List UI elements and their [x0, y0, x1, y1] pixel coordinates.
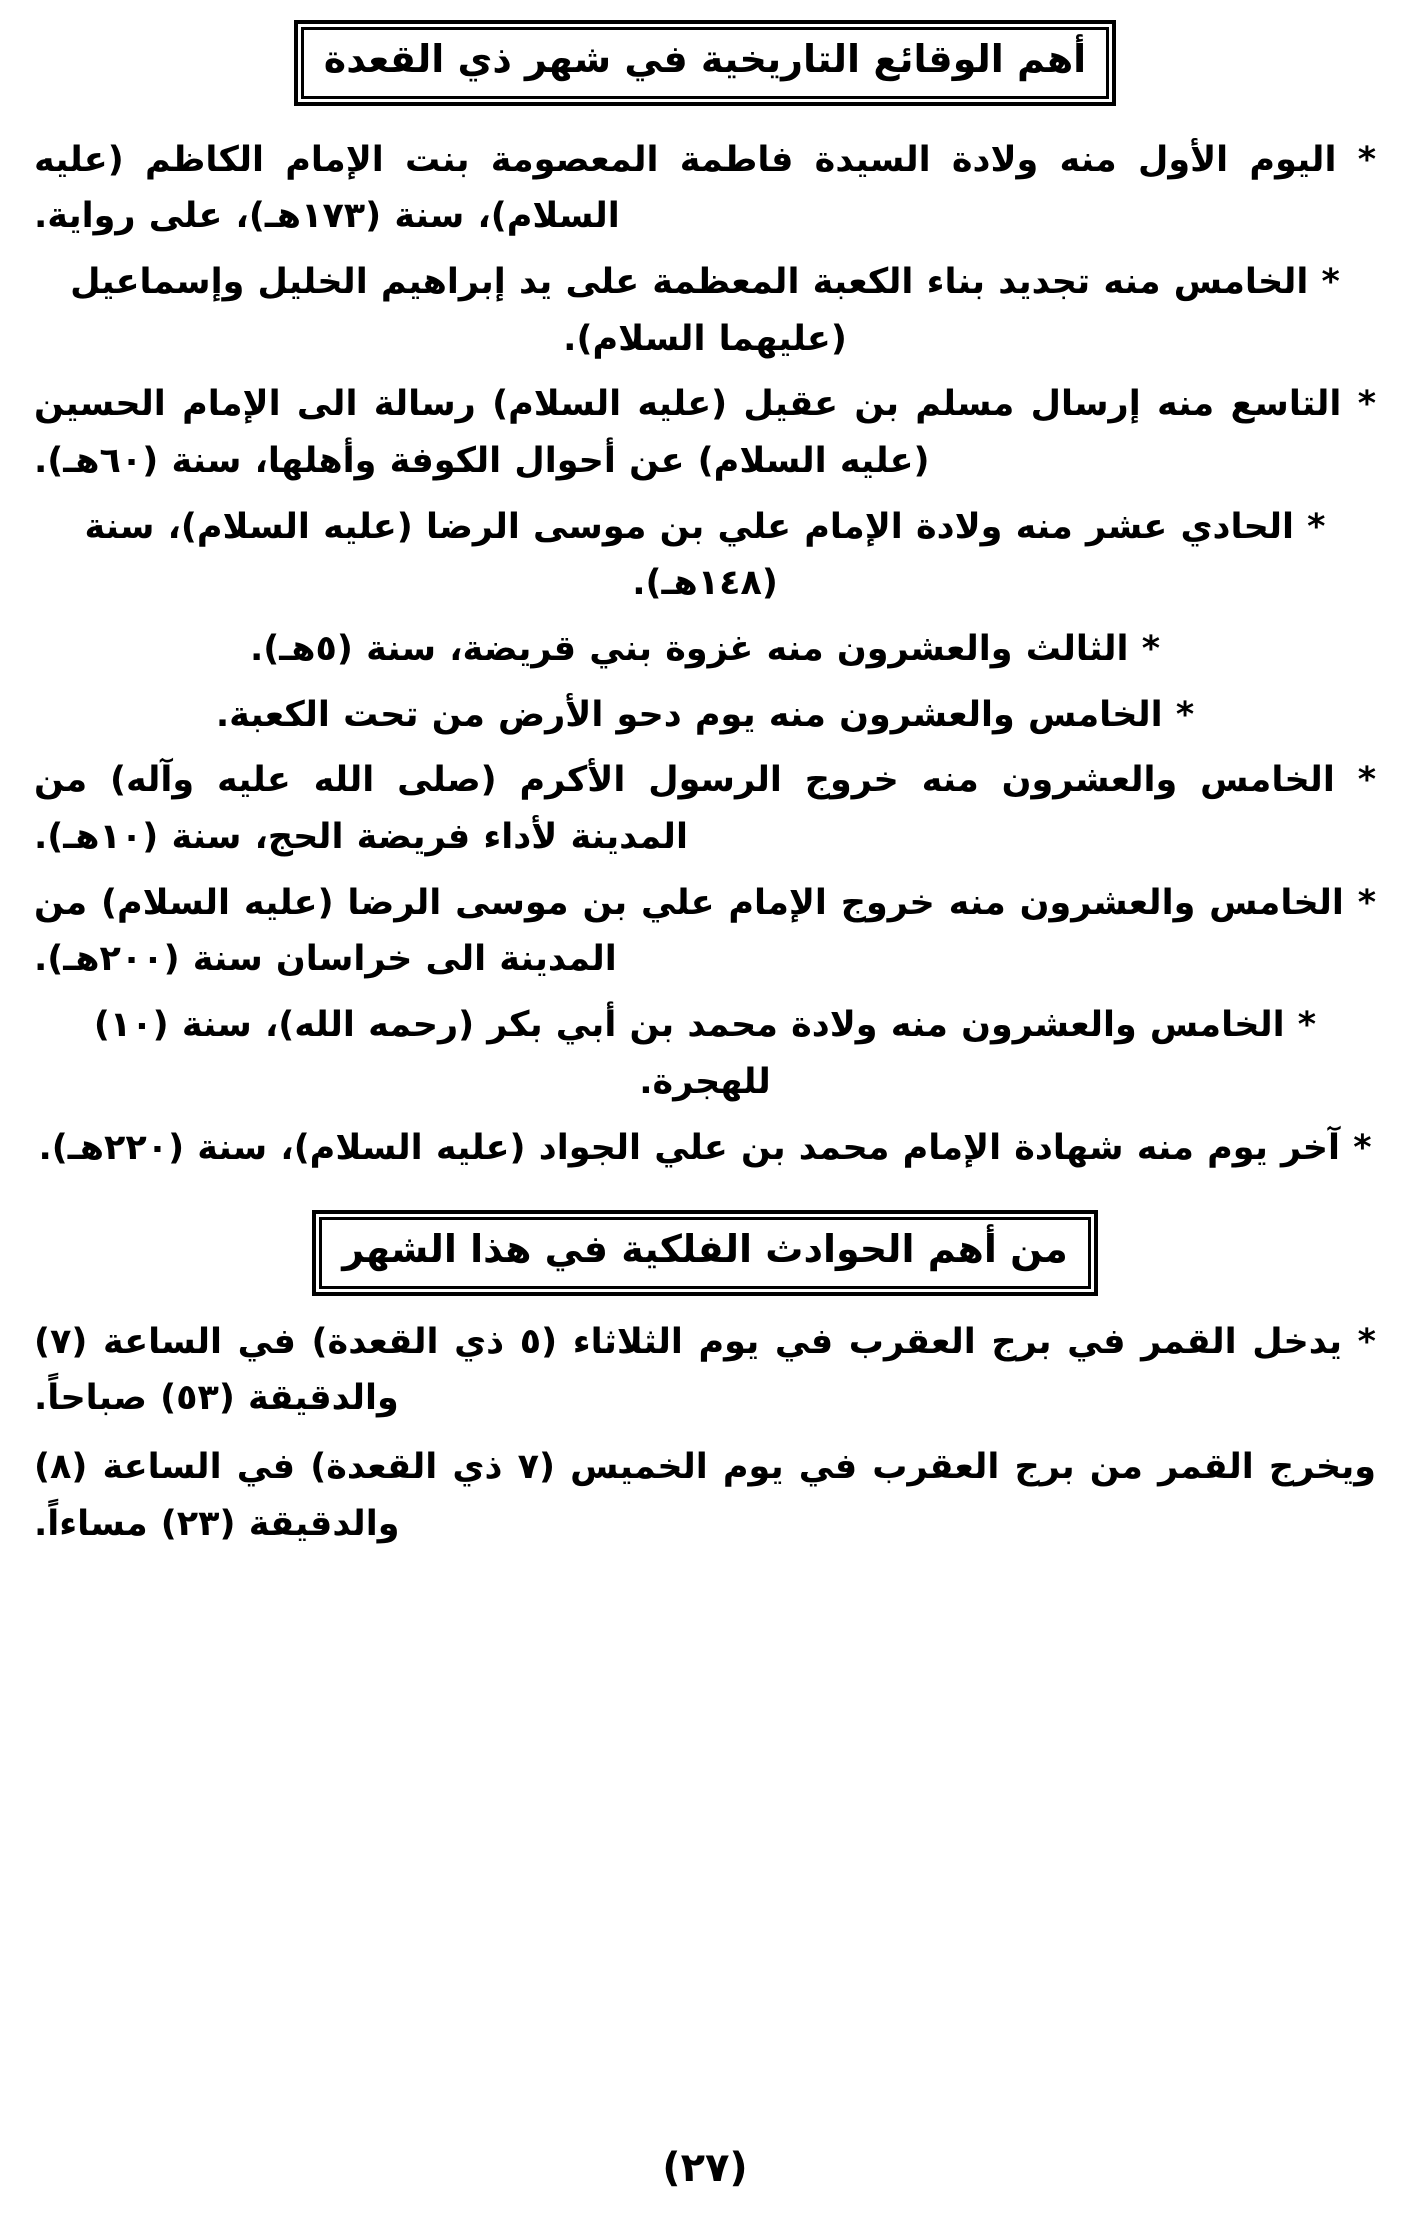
historical-events-heading-box [294, 20, 1116, 106]
historical-event-item: * الخامس والعشرون منه ولادة محمد بن أبي بكر (رحمه الله)، سنة (١٠) للهجرة. [93, 1005, 1317, 1102]
historical-event-item: * اليوم الأول منه ولادة السيدة فاطمة المعصومة بنت الإمام الكاظم (عليه السلام)، سنة (١٧٣هـ)، على رواية. [34, 139, 1376, 237]
astronomical-event-item: * يدخل القمر في برج العقرب في يوم الثلاثاء (٥ ذي القعدة) في الساعة (٧) والدقيقة (٥٣) صباحاً. [34, 1321, 1376, 1419]
historical-events-heading-text: أهم الوقائع التاريخية في شهر ذي القعدة [323, 37, 1087, 81]
historical-events-list [34, 132, 1376, 1177]
historical-event-item: * الخامس والعشرون منه خروج الرسول الأكرم (صلى الله عليه وآله) من المدينة لأداء فريضة الحج، سنة (١٠هـ). [34, 760, 1376, 858]
astronomical-events-heading-box [312, 1210, 1098, 1296]
astronomical-events-heading-wrap [34, 1210, 1376, 1296]
historical-event-item: * الخامس والعشرون منه يوم دحو الأرض من تحت الكعبة. [215, 694, 1195, 735]
historical-event-item: * الخامس منه تجديد بناء الكعبة المعظمة على يد إبراهيم الخليل وإسماعيل (عليهما السلام). [70, 261, 1340, 359]
page-number: (٢٧) [662, 2145, 748, 2191]
historical-event-item: * الخامس والعشرون منه خروج الإمام علي بن موسى الرضا (عليه السلام) من المدينة الى خراسان سنة (٢٠٠هـ). [34, 882, 1376, 980]
historical-events-heading-inner-border [301, 27, 1109, 99]
historical-event-item: * الحادي عشر منه ولادة الإمام علي بن موسى الرضا (عليه السلام)، سنة (١٤٨هـ). [84, 506, 1326, 604]
historical-event-item: * الثالث والعشرون منه غزوة بني قريضة، سنة (٥هـ). [249, 629, 1160, 669]
historical-event-item: * التاسع منه إرسال مسلم بن عقيل (عليه السلام) رسالة الى الإمام الحسين (عليه السلام) عن أحوال الكوفة وأهلها، سنة (٦٠هـ). [34, 384, 1376, 481]
historical-event-item: * آخر يوم منه شهادة الإمام محمد بن علي الجواد (عليه السلام)، سنة (٢٢٠هـ). [38, 1127, 1372, 1168]
astronomical-events-heading-inner-border [319, 1217, 1091, 1289]
astronomical-events-heading-text: من أهم الحوادث الفلكية في هذا الشهر [342, 1227, 1068, 1272]
astronomical-event-item: ويخرج القمر من برج العقرب في يوم الخميس (٧ ذي القعدة) في الساعة (٨) والدقيقة (٢٣) مساءاً. [34, 1447, 1377, 1544]
astronomical-events-list [34, 1314, 1376, 1553]
historical-events-heading-wrap [34, 20, 1376, 106]
